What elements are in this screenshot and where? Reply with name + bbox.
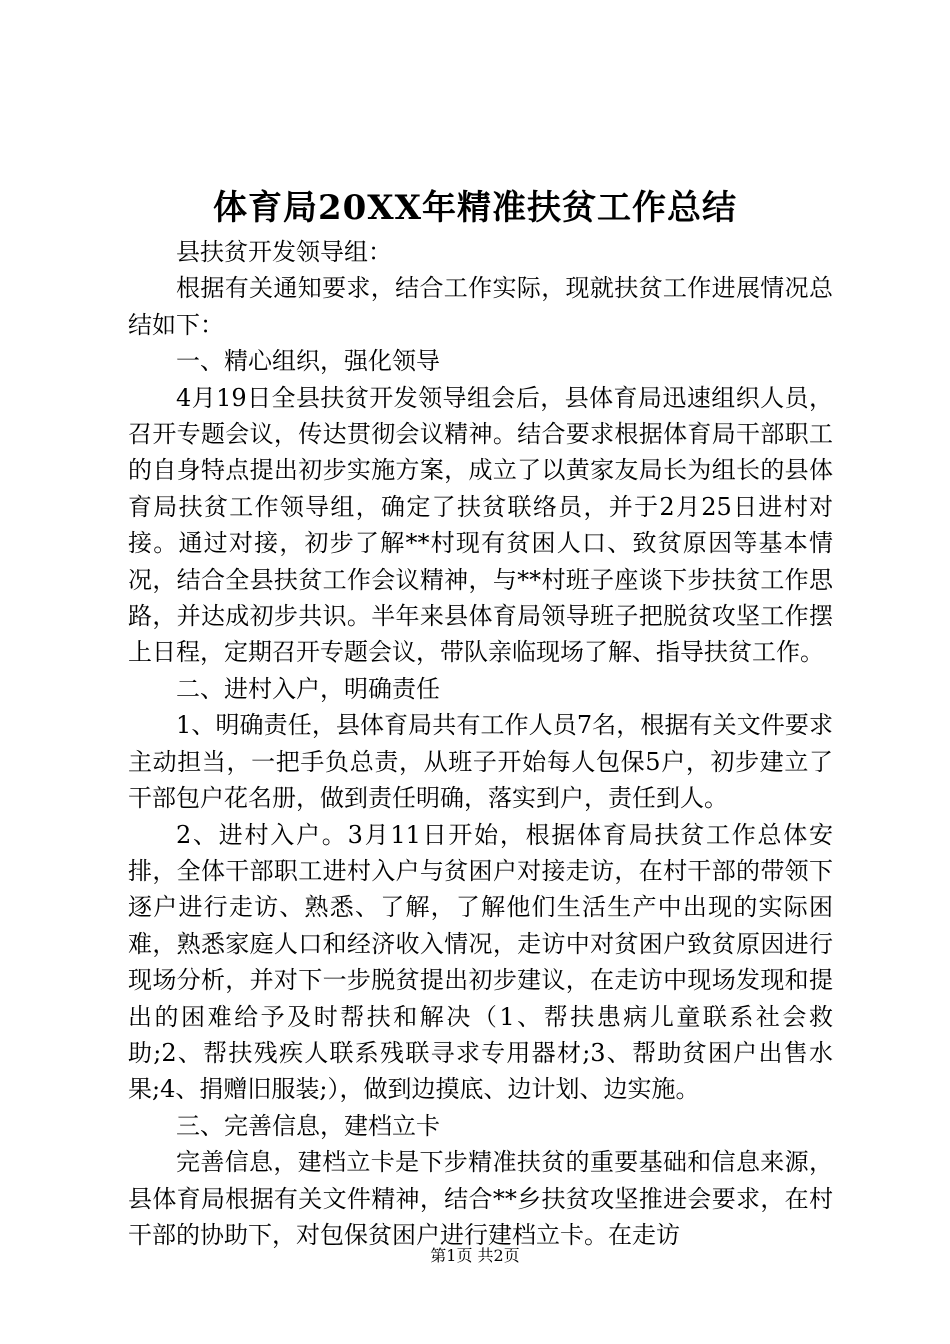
- section-heading-2: 二、进村入户，明确责任: [176, 674, 440, 703]
- salutation: 县扶贫开发领导组：: [176, 238, 392, 266]
- page-footer: 第1页 共2页: [430, 1246, 520, 1265]
- body-paragraph: 1、明确责任，县体育局共有工作人员7名，根据有关文件要求主动担当，一把手负总责，从班子开始每人包保5户，初步建立了干部包户花名册，做到责任明确，落实到户，责任到人。: [128, 711, 833, 813]
- intro-paragraph: 根据有关通知要求，结合工作实际，现就扶贫工作进展情况总结如下：: [128, 274, 833, 339]
- document-body: [128, 234, 833, 1253]
- section-heading-3: 三、完善信息，建档立卡: [176, 1111, 440, 1140]
- document-title: 体育局20XX年精准扶贫工作总结: [212, 188, 738, 228]
- section-heading-1: 一、精心组织，强化领导: [176, 347, 440, 376]
- body-paragraph: 完善信息，建档立卡是下步精准扶贫的重要基础和信息来源，县体育局根据有关文件精神，结合**乡扶贫攻坚推进会要求，在村干部的协助下，对包保贫困户进行建档立卡。在走访: [128, 1148, 833, 1249]
- body-paragraph: 2、进村入户。3月11日开始，根据体育局扶贫工作总体安排，全体干部职工进村入户与贫困户对接走访，在村干部的带领下逐户进行走访、熟悉、了解，了解他们生活生产中出现的实际困难，熟悉家庭人口和经济收入情况，走访中对贫困户致贫原因进行现场分析，并对下一步脱贫提出初步建议，在走访中现场发现和提出的困难给予及时帮扶和解决（1、帮扶患病儿童联系社会救助;2、帮扶残疾人联系残联寻求专用器材;3、帮助贫困户出售水果;4、捐赠旧服装;），做到边摸底、边计划、边实施。: [128, 820, 833, 1104]
- body-paragraph: 4月19日全县扶贫开发领导组会后，县体育局迅速组织人员，召开专题会议，传达贯彻会议精神。结合要求根据体育局干部职工的自身特点提出初步实施方案，成立了以黄家友局长为组长的县体育局扶贫工作领导组，确定了扶贫联络员，并于2月25日进村对接。通过对接，初步了解**村现有贫困人口、致贫原因等基本情况，结合全县扶贫工作会议精神，与**村班子座谈下步扶贫工作思路，并达成初步共识。半年来县体育局领导班子把脱贫攻坚工作摆上日程，定期召开专题会议，带队亲临现场了解、指导扶贫工作。: [128, 383, 833, 667]
